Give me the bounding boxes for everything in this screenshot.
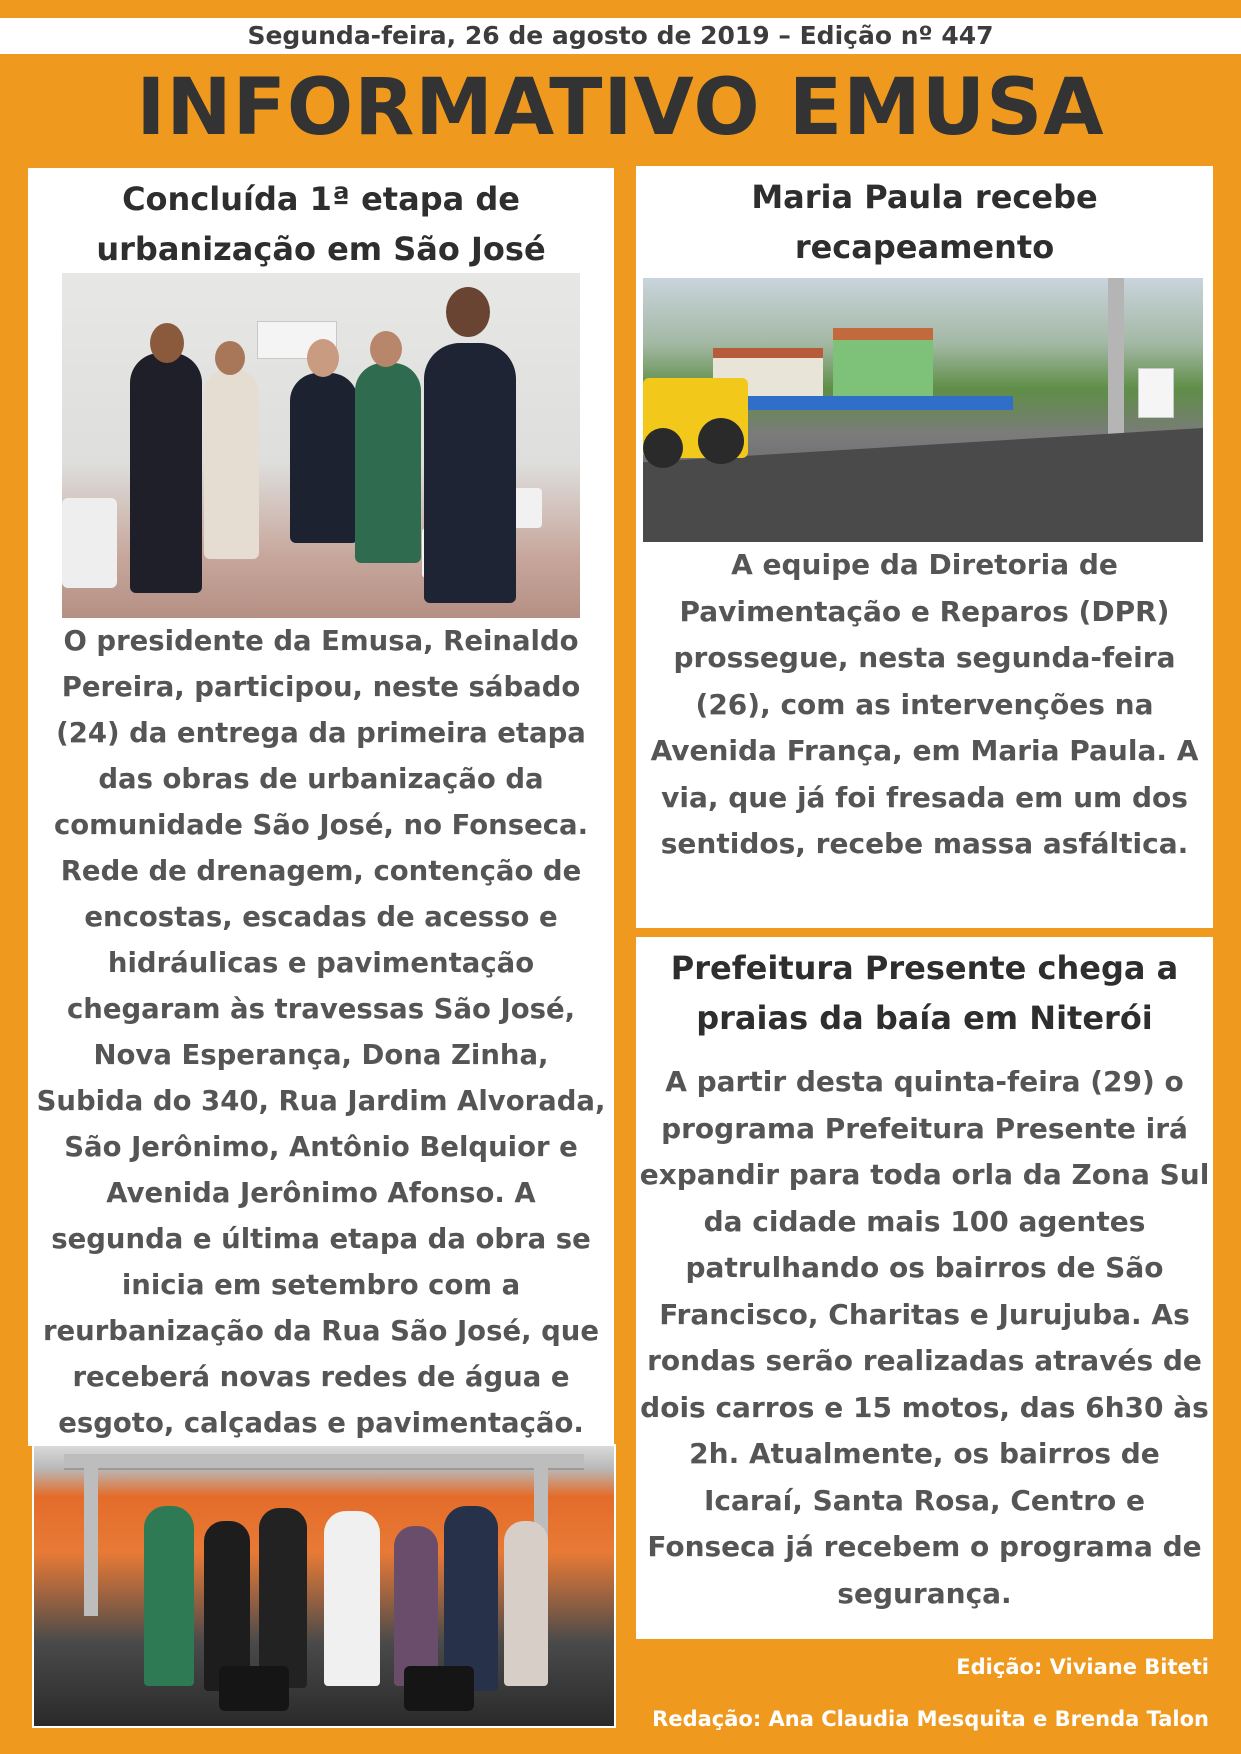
photo-stage-event xyxy=(32,1444,616,1728)
article-top-right-body: A equipe da Diretoria de Pavimentação e Reparos (DPR) prossegue, nesta segunda-feira (26), com as intervenções na Avenida França, em Maria Paula. A via, que já foi fresada em um dos sentidos, recebe massa asfáltica. xyxy=(650,548,1199,860)
article-left-body: O presidente da Emusa, Reinaldo Pereira, participou, neste sábado (24) da entrega da primeira etapa das obras de urbanização da comunidade São José, no Fonseca. Rede de drenagem, contenção de encostas, escadas de acesso e hidráulicas e pavimentação chegaram às travessas São José, Nova Esperança, Dona Zinha, Subida do 340, Rua Jardim Alvorada, São Jerônimo, Antônio Belquior e Avenida Jerônimo Afonso. A segunda e última etapa da obra se inicia em setembro com a reurbanização da Rua São José, que receberá novas redes de água e esgoto, calçadas e pavimentação. xyxy=(36,625,606,1439)
date-edition-bar: Segunda-feira, 26 de agosto de 2019 – Edição nº 447 xyxy=(0,18,1241,54)
article-bottom-right-headline xyxy=(636,943,1213,1043)
article-left-headline xyxy=(28,174,614,274)
article-left-headline-line2: urbanização em São José xyxy=(96,230,546,268)
article-top-right-headline xyxy=(636,172,1213,272)
credit-edicao: Edição: Viviane Biteti xyxy=(956,1655,1209,1679)
article-top-right-headline-line2: recapeamento xyxy=(794,228,1055,266)
article-left-panel xyxy=(28,168,614,1446)
column-separator xyxy=(628,929,1218,935)
article-bottom-right-headline-line1: Prefeitura Presente chega a xyxy=(670,949,1179,987)
article-top-right-panel xyxy=(636,166,1213,928)
photo-road-paving xyxy=(643,278,1203,542)
article-bottom-right-body: A partir desta quinta-feira (29) o programa Prefeitura Presente irá expandir para toda orla da Zona Sul da cidade mais 100 agentes patrulhando os bairros de São Francisco, Charitas e Jurujuba. As rondas serão realizadas através de dois carros e 15 motos, das 6h30 às 2h. Atualmente, os bairros de Icaraí, Santa Rosa, Centro e Fonseca já recebem o programa de segurança. xyxy=(639,1065,1210,1610)
credit-redacao: Redação: Ana Claudia Mesquita e Brenda Talon xyxy=(652,1707,1209,1731)
article-bottom-right-panel xyxy=(636,937,1213,1639)
article-left-headline-line1: Concluída 1ª etapa de xyxy=(122,180,520,218)
article-bottom-right-headline-line2: praias da baía em Niterói xyxy=(696,999,1153,1037)
article-top-right-headline-line1: Maria Paula recebe xyxy=(751,178,1098,216)
photo-sao-jose-group xyxy=(62,273,580,618)
masthead-title: INFORMATIVO EMUSA xyxy=(136,63,1105,153)
